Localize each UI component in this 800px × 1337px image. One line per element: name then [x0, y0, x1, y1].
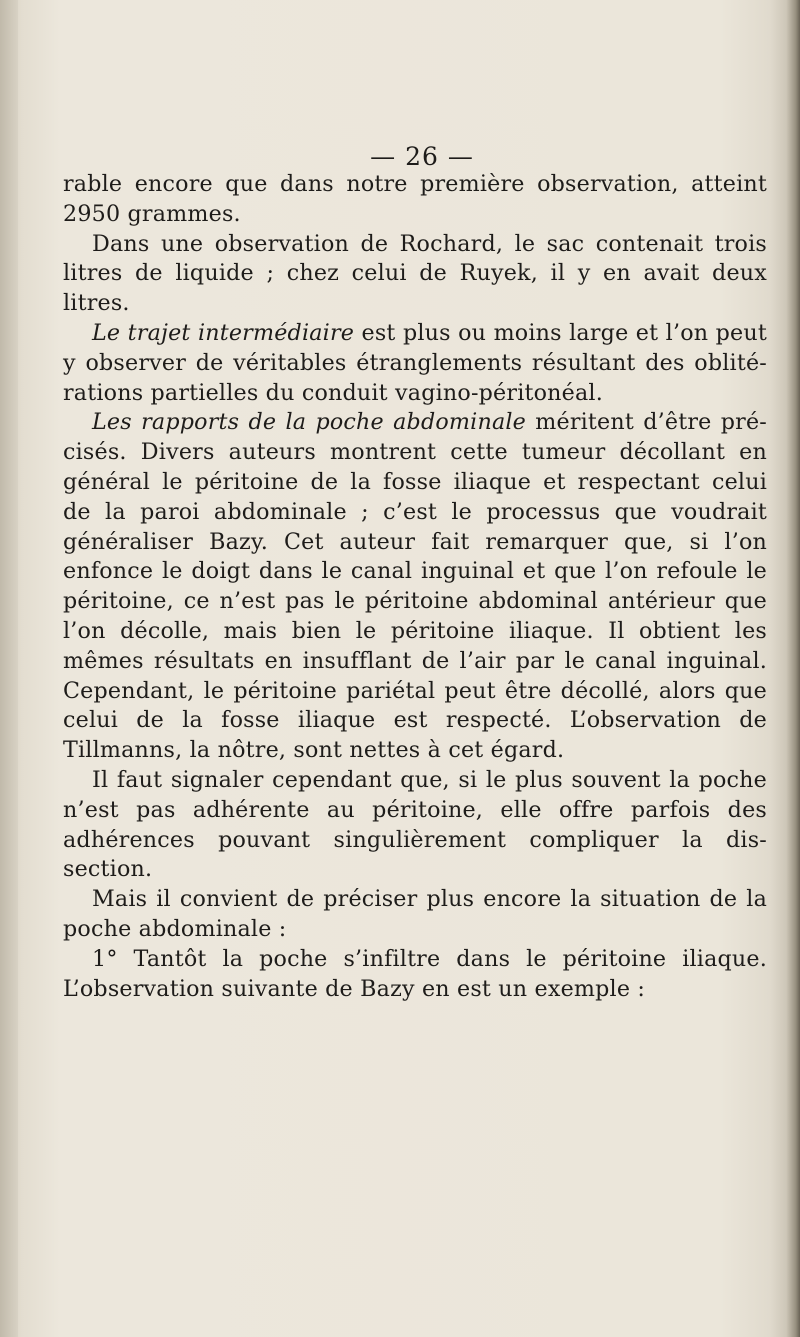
text-segment: enfonce le doigt dans le canal inguinal et que l’on refoule le — [63, 558, 767, 585]
text-segment: Dans une observation de Rochard, le sac contenait trois — [92, 230, 767, 257]
text-line — [63, 975, 767, 1005]
text-line — [63, 706, 767, 736]
text-segment: est plus ou moins large et l’on peut — [354, 319, 767, 346]
italic-phrase: Les rapports de la poche abdominale — [92, 409, 526, 436]
text-segment: l’on décolle, mais bien le péritoine iliaque. Il obtient les — [63, 617, 767, 644]
text-line — [63, 766, 767, 796]
text-segment: rable encore que dans notre première observation, atteint — [63, 171, 767, 197]
text-segment: général le péritoine de la fosse iliaque et respectant celui — [63, 468, 767, 495]
text-segment: mêmes résultats en insufflant de l’air par le canal inguinal. — [63, 647, 767, 674]
text-segment: section. — [63, 856, 153, 883]
text-line — [63, 379, 767, 409]
text-segment: L’observation suivante de Bazy en est un exemple : — [63, 975, 646, 1002]
text-line — [63, 349, 767, 379]
page-right-shadow — [786, 0, 800, 1337]
text-segment: 1° Tantôt la poche s’infiltre dans le péritoine iliaque. — [92, 945, 767, 972]
text-line — [63, 230, 767, 260]
text-segment: Mais il convient de préciser plus encore la situation de la — [92, 886, 767, 913]
text-segment: Il faut signaler cependant que, si le plus souvent la poche — [92, 766, 767, 793]
text-line — [63, 826, 767, 856]
italic-phrase: Le trajet intermédiaire — [92, 319, 355, 346]
text-segment: méritent d’être pré- — [526, 409, 767, 436]
text-line — [63, 319, 767, 349]
text-segment: Tillmanns, la nôtre, sont nettes à cet égard. — [63, 737, 565, 764]
text-segment: rations partielles du conduit vagino-péritonéal. — [63, 379, 603, 406]
text-line — [63, 915, 767, 945]
text-line — [63, 408, 767, 438]
text-line — [63, 736, 767, 766]
text-line — [63, 945, 767, 975]
text-segment: généraliser Bazy. Cet auteur fait remarquer que, si l’on — [63, 528, 767, 555]
text-segment: celui de la fosse iliaque est respecté. L’observation de — [63, 707, 767, 734]
text-line — [63, 855, 767, 885]
text-segment: Cependant, le péritoine pariétal peut être décollé, alors que — [63, 677, 767, 704]
text-line — [63, 289, 767, 319]
text-line — [63, 587, 767, 617]
text-segment: adhérences pouvant singulièrement compliquer la dis- — [63, 826, 767, 853]
text-segment: cisés. Divers auteurs montrent cette tumeur décollant en — [63, 439, 767, 466]
page-number: — 26 — — [370, 142, 474, 171]
text-line — [63, 200, 767, 230]
text-line — [63, 468, 767, 498]
text-line — [63, 796, 767, 826]
text-line — [63, 647, 767, 677]
text-line — [63, 617, 767, 647]
text-segment: n’est pas adhérente au péritoine, elle offre parfois des — [63, 796, 767, 823]
body-text — [63, 170, 767, 1004]
text-line — [63, 170, 767, 200]
text-line — [63, 498, 767, 528]
text-line — [63, 438, 767, 468]
text-segment: de la paroi abdominale ; c’est le processus que voudrait — [63, 498, 767, 525]
text-segment: poche abdominale : — [63, 915, 287, 942]
text-segment: 2950 grammes. — [63, 200, 241, 227]
page-left-shadow — [0, 0, 18, 1337]
text-line — [63, 557, 767, 587]
text-segment: litres de liquide ; chez celui de Ruyek, il y en avait deux — [63, 260, 767, 287]
text-segment: y observer de véritables étranglements résultant des oblité- — [63, 349, 767, 376]
text-segment: péritoine, ce n’est pas le péritoine abdominal antérieur que — [63, 588, 767, 615]
text-segment: litres. — [63, 290, 130, 317]
text-line — [63, 259, 767, 289]
text-line — [63, 677, 767, 707]
text-line — [63, 885, 767, 915]
text-line — [63, 528, 767, 558]
